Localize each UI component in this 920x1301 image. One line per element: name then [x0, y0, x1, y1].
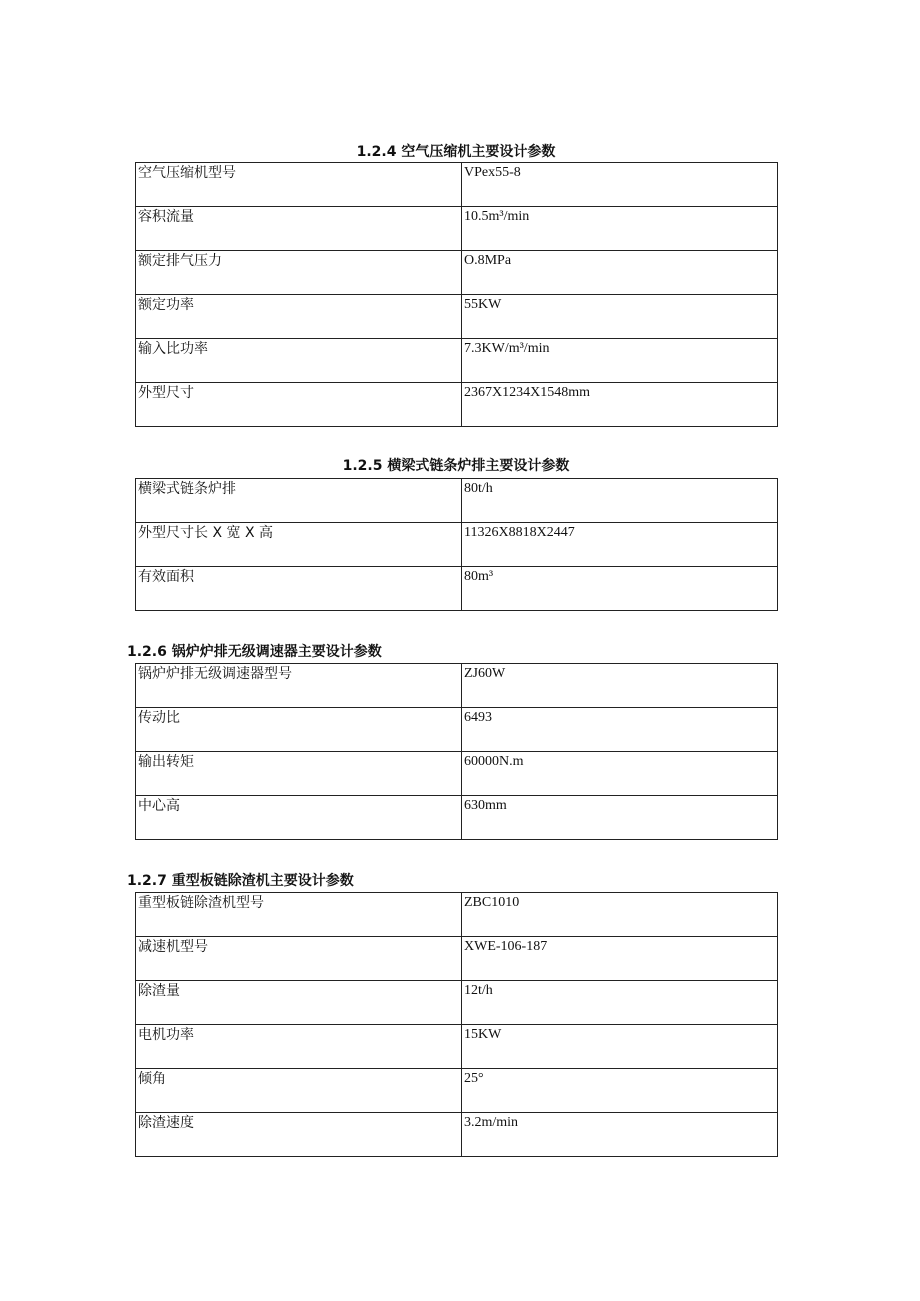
param-label: 倾角: [136, 1069, 462, 1113]
param-label: 电机功率: [136, 1025, 462, 1069]
param-value: 55KW: [462, 295, 778, 339]
table-row: [136, 251, 778, 295]
param-label: 容积流量: [136, 207, 462, 251]
param-value: VPex55-8: [462, 163, 778, 207]
param-value: 2367X1234X1548mm: [462, 383, 778, 427]
param-label: 空气压缩机型号: [136, 163, 462, 207]
param-label: 额定功率: [136, 295, 462, 339]
param-label: 有效面积: [136, 567, 462, 611]
table-row: [136, 567, 778, 611]
grate-speed-regulator-params-table: [135, 663, 778, 840]
param-value: 60000N.m: [462, 752, 778, 796]
slag-remover-params-table: [135, 892, 778, 1157]
param-value: 10.5m³/min: [462, 207, 778, 251]
param-value: 15KW: [462, 1025, 778, 1069]
param-label: 外型尺寸: [136, 383, 462, 427]
table-row: [136, 796, 778, 840]
section-title-chain-grate: 1.2.5 横梁式链条炉排主要设计参数: [342, 458, 570, 474]
table-row: [136, 479, 778, 523]
table-row: [136, 523, 778, 567]
table-row: [136, 1113, 778, 1157]
param-label: 除渣量: [136, 981, 462, 1025]
param-value: 11326X8818X2447: [462, 523, 778, 567]
table-row: [136, 664, 778, 708]
table-row: [136, 708, 778, 752]
param-value: XWE-106-187: [462, 937, 778, 981]
param-label: 除渣速度: [136, 1113, 462, 1157]
section-title-grate-speed-regulator: 1.2.6 锅炉炉排无级调速器主要设计参数: [127, 644, 382, 660]
param-value: 25°: [462, 1069, 778, 1113]
param-label: 输入比功率: [136, 339, 462, 383]
param-value: 630mm: [462, 796, 778, 840]
param-value: 3.2m/min: [462, 1113, 778, 1157]
table-row: [136, 893, 778, 937]
param-value: 80m³: [462, 567, 778, 611]
param-value: ZBC1010: [462, 893, 778, 937]
table-row: [136, 207, 778, 251]
table-row: [136, 339, 778, 383]
param-value: 7.3KW/m³/min: [462, 339, 778, 383]
param-label: 重型板链除渣机型号: [136, 893, 462, 937]
param-value: 12t/h: [462, 981, 778, 1025]
param-label: 减速机型号: [136, 937, 462, 981]
param-label: 中心高: [136, 796, 462, 840]
param-value: O.8MPa: [462, 251, 778, 295]
param-label: 传动比: [136, 708, 462, 752]
table-row: [136, 1069, 778, 1113]
section-title-air-compressor: 1.2.4 空气压缩机主要设计参数: [356, 144, 556, 160]
table-row: [136, 1025, 778, 1069]
table-row: [136, 163, 778, 207]
param-value: ZJ60W: [462, 664, 778, 708]
air-compressor-params-table: [135, 162, 778, 427]
param-value: 6493: [462, 708, 778, 752]
table-row: [136, 937, 778, 981]
param-label: 锅炉炉排无级调速器型号: [136, 664, 462, 708]
param-label: 横梁式链条炉排: [136, 479, 462, 523]
param-label: 外型尺寸长 X 宽 X 高: [136, 523, 462, 567]
section-title-slag-remover: 1.2.7 重型板链除渣机主要设计参数: [127, 873, 354, 889]
param-label: 输出转矩: [136, 752, 462, 796]
table-row: [136, 383, 778, 427]
table-row: [136, 981, 778, 1025]
param-value: 80t/h: [462, 479, 778, 523]
chain-grate-params-table: [135, 478, 778, 611]
param-label: 额定排气压力: [136, 251, 462, 295]
table-row: [136, 752, 778, 796]
table-row: [136, 295, 778, 339]
